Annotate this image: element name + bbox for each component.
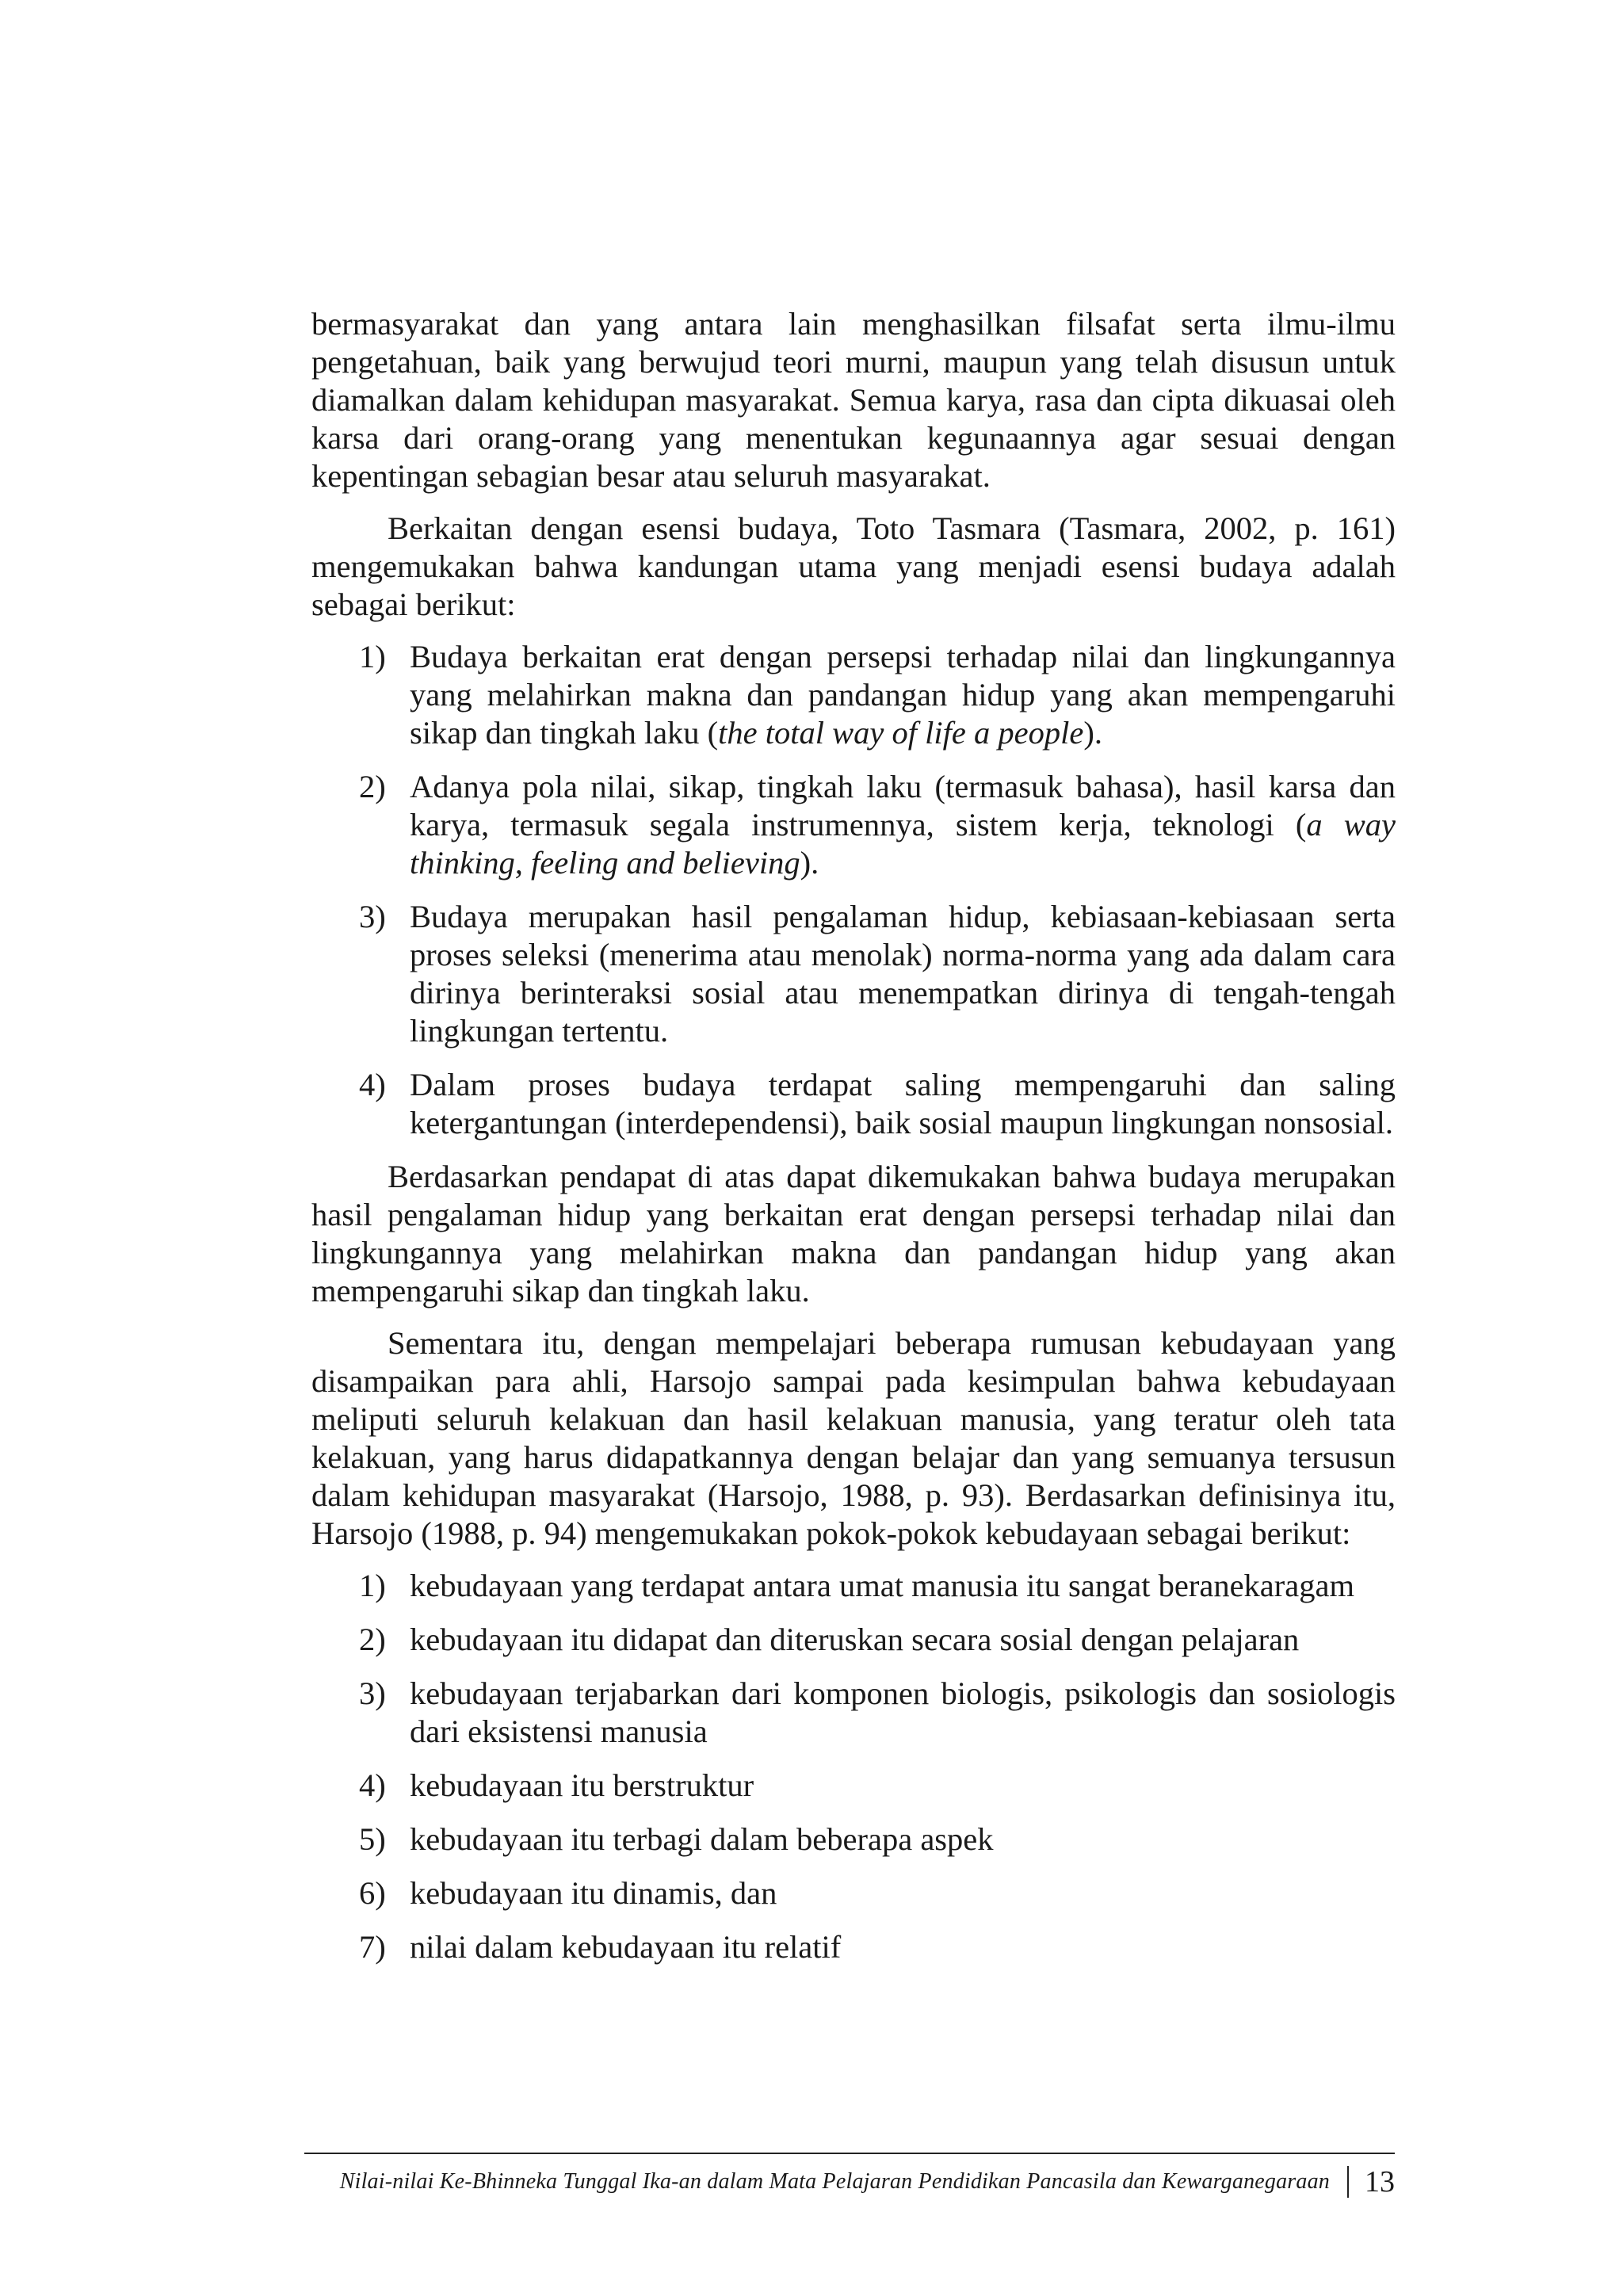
list-text-after: ). <box>1083 715 1102 751</box>
list-item <box>311 1675 1396 1751</box>
footer-divider <box>304 2153 1395 2154</box>
list-number: 2) <box>359 769 386 804</box>
page-number: 13 <box>1365 2165 1395 2199</box>
list-item <box>311 1621 1396 1659</box>
list-item <box>311 898 1396 1050</box>
list-number: 1) <box>359 639 386 674</box>
list-italic-text: a way thinking, feeling and believing <box>410 807 1396 881</box>
page-body <box>311 305 1396 1982</box>
list-number: 7) <box>359 1929 386 1965</box>
list-item <box>311 1066 1396 1142</box>
list-text: kebudayaan itu dinamis, dan <box>410 1875 777 1911</box>
list-text: kebudayaan terjabarkan dari komponen biologis, psikologis dan sosiologis dari eksistensi manusia <box>410 1675 1396 1749</box>
list-text: Budaya berkaitan erat dengan persepsi terhadap nilai dan lingkungannya yang melahirkan makna dan pandangan hidup yang akan mempengaruhi sikap dan tingkah laku ( <box>410 639 1396 751</box>
paragraph-1: bermasyarakat dan yang antara lain menghasilkan filsafat serta ilmu-ilmu pengetahuan, baik yang berwujud teori murni, maupun yang telah disusun untuk diamalkan dalam kehidupan masyarakat. Semua karya, rasa dan cipta dikuasai oleh karsa dari orang-orang yang menentukan kegunaannya agar sesuai dengan kepentingan sebagian besar atau seluruh masyarakat. <box>311 306 1396 494</box>
list-item <box>311 768 1396 882</box>
list-item <box>311 1820 1396 1859</box>
list-italic-text: the total way of life a people <box>718 715 1084 751</box>
essence-list <box>311 638 1396 1142</box>
list-number: 3) <box>359 1675 386 1711</box>
list-item <box>311 1567 1396 1605</box>
list-number: 1) <box>359 1568 386 1603</box>
list-item <box>311 638 1396 752</box>
list-item <box>311 1767 1396 1805</box>
culture-points-list <box>311 1567 1396 1966</box>
list-number: 4) <box>359 1767 386 1803</box>
list-number: 2) <box>359 1622 386 1657</box>
paragraph-2: Berkaitan dengan esensi budaya, Toto Tasmara (Tasmara, 2002, p. 161) mengemukakan bahwa kandungan utama yang menjadi esensi budaya adalah sebagai berikut: <box>311 510 1396 622</box>
list-text: kebudayaan yang terdapat antara umat manusia itu sangat beranekaragam <box>410 1568 1354 1603</box>
list-text: Budaya merupakan hasil pengalaman hidup, kebiasaan-kebiasaan serta proses seleksi (menerima atau menolak) norma-norma yang ada dalam cara dirinya berinteraksi sosial atau menempatkan dirinya di tengah-tengah lingkungan tertentu. <box>410 899 1396 1049</box>
page-footer <box>340 2162 1395 2202</box>
list-text: kebudayaan itu didapat dan diteruskan secara sosial dengan pelajaran <box>410 1622 1300 1657</box>
list-text: nilai dalam kebudayaan itu relatif <box>410 1929 842 1965</box>
footer-separator <box>1347 2166 1349 2198</box>
footer-book-title: Nilai-nilai Ke-Bhinneka Tunggal Ika-an dalam Mata Pelajaran Pendidikan Pancasila dan Kewarganegaraan <box>339 2169 1330 2194</box>
list-number: 4) <box>359 1067 386 1102</box>
list-text: Dalam proses budaya terdapat saling mempengaruhi dan saling ketergantungan (interdependensi), baik sosial maupun lingkungan nonsosial. <box>410 1067 1396 1140</box>
list-number: 3) <box>359 899 386 934</box>
list-item <box>311 1874 1396 1912</box>
list-number: 5) <box>359 1821 386 1857</box>
list-text: Adanya pola nilai, sikap, tingkah laku (termasuk bahasa), hasil karsa dan karya, termasuk segala instrumennya, sistem kerja, teknologi ( <box>410 769 1396 842</box>
paragraph-4: Sementara itu, dengan mempelajari beberapa rumusan kebudayaan yang disampaikan para ahli, Harsojo sampai pada kesimpulan bahwa kebudayaan meliputi seluruh kelakuan dan hasil kelakuan manusia, yang teratur oleh tata kelakuan, yang harus didapatkannya dengan belajar dan yang semuanya tersusun dalam kehidupan masyarakat (Harsojo, 1988, p. 93). Berdasarkan definisinya itu, Harsojo (1988, p. 94) mengemukakan pokok-pokok kebudayaan sebagai berikut: <box>311 1325 1396 1551</box>
list-number: 6) <box>359 1875 386 1911</box>
paragraph-3: Berdasarkan pendapat di atas dapat dikemukakan bahwa budaya merupakan hasil pengalaman hidup yang berkaitan erat dengan persepsi terhadap nilai dan lingkungannya yang melahirkan makna dan pandangan hidup yang akan mempengaruhi sikap dan tingkah laku. <box>311 1159 1396 1308</box>
list-text: kebudayaan itu terbagi dalam beberapa aspek <box>410 1821 994 1857</box>
list-text-after: ). <box>800 845 819 881</box>
list-item <box>311 1928 1396 1966</box>
list-text: kebudayaan itu berstruktur <box>410 1767 754 1803</box>
